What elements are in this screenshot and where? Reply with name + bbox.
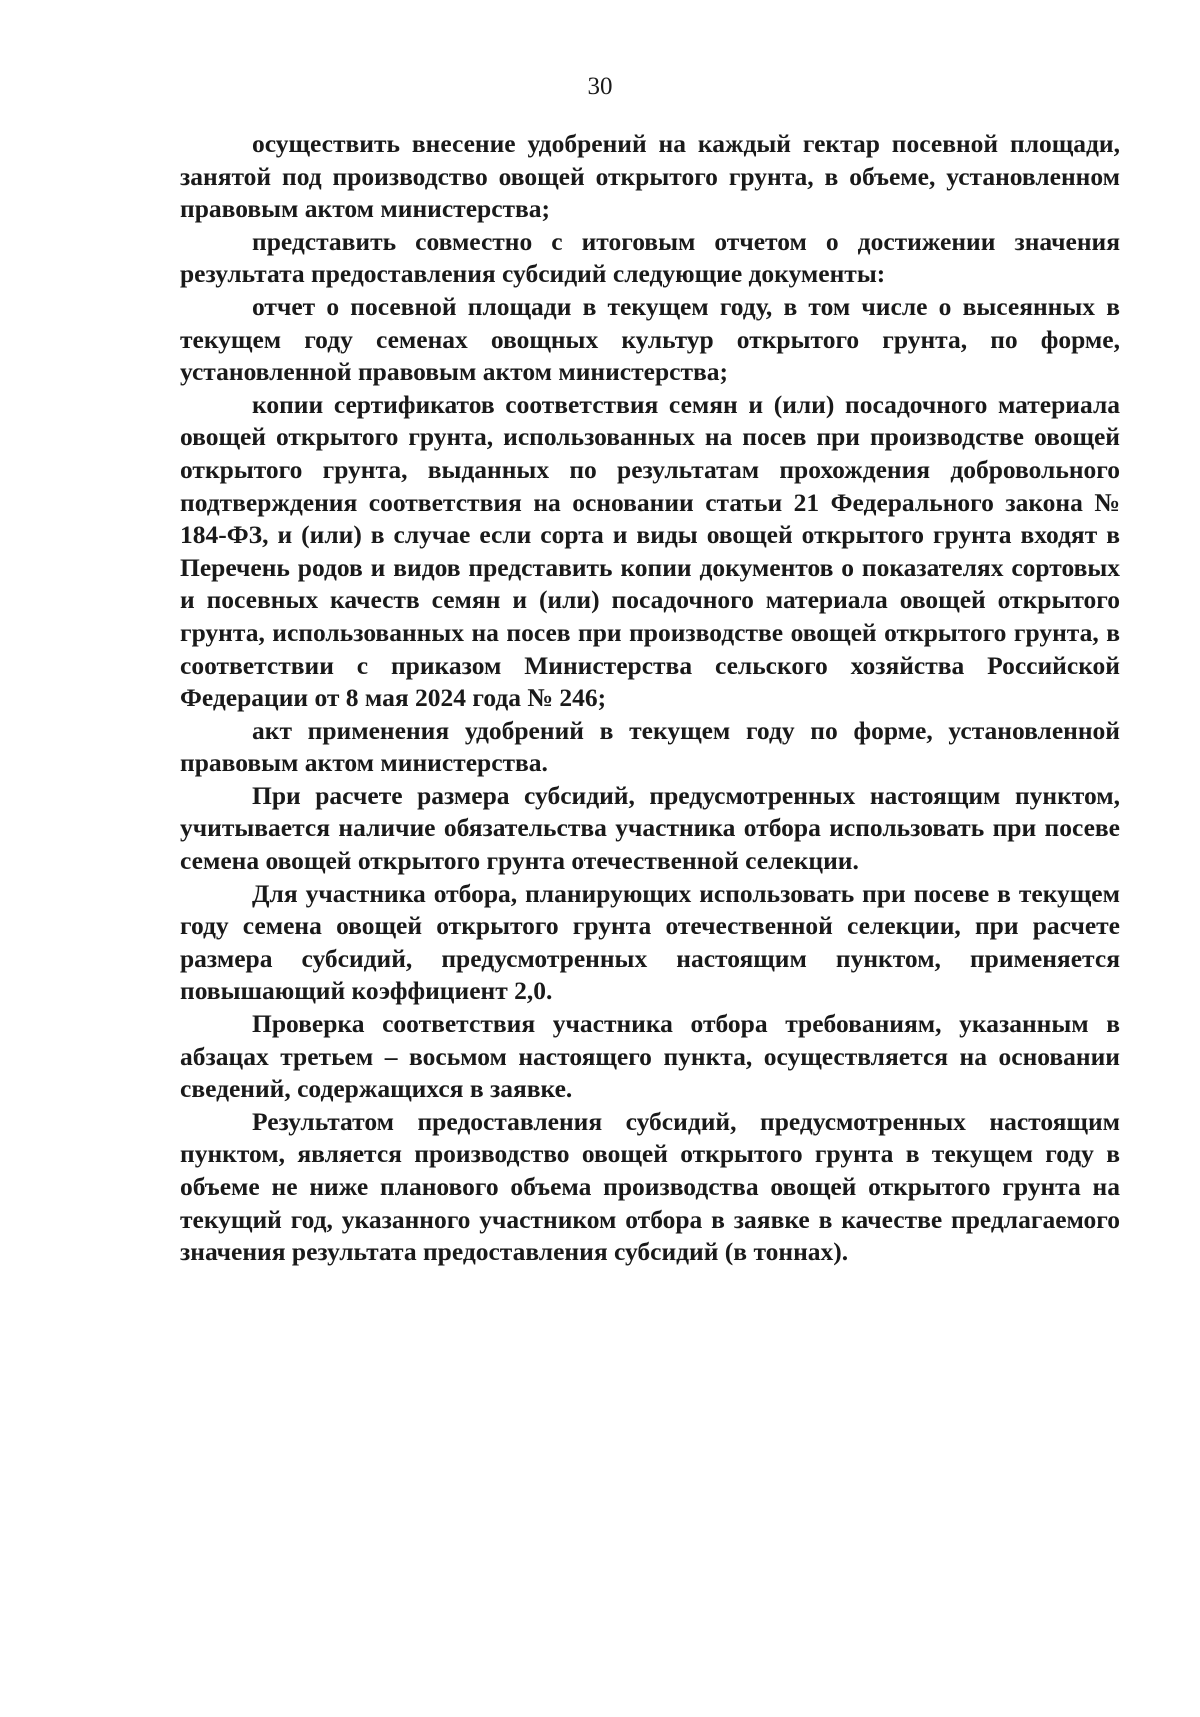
paragraph: При расчете размера субсидий, предусмотренных настоящим пунктом, учитывается наличие обязательства участника отбора использовать при посеве семена овощей открытого грунта отечественной селекции. — [180, 780, 1120, 876]
paragraph: Проверка соответствия участника отбора требованиям, указанным в абзацах третьем – восьмом настоящего пункта, осуществляется на основании сведений, содержащихся в заявке. — [180, 1009, 1120, 1104]
document-body — [180, 128, 1120, 1269]
paragraph: отчет о посевной площади в текущем году, в том числе о высеянных в текущем году семенах овощных культур открытого грунта, по форме, установленной правовым актом министерства; — [180, 291, 1120, 387]
paragraph: представить совместно с итоговым отчетом о достижении значения результата предоставления субсидий следующие документы: — [180, 226, 1120, 289]
paragraph: копии сертификатов соответствия семян и (или) посадочного материала овощей открытого грунта, использованных на посев при производстве овощей открытого грунта, выданных по результатам прохождения добровольного подтверждения соответствия на основании статьи 21 Федерального закона № 184-ФЗ, и (или) в случае если сорта и виды овощей открытого грунта входят в Перечень родов и видов представить копии документов о показателях сортовых и посевных качеств семян и (или) посадочного материала овощей открытого грунта, использованных на посев при производстве овощей открытого грунта, в соответствии с приказом Министерства сельского хозяйства Российской Федерации от 8 мая 2024 года № 246; — [180, 389, 1120, 713]
page-number: 30 — [587, 73, 613, 100]
paragraph: Результатом предоставления субсидий, предусмотренных настоящим пунктом, является производство овощей открытого грунта в текущем году в объеме не ниже планового объема производства овощей открытого грунта на текущий год, указанного участником отбора в заявке в качестве предлагаемого значения результата предоставления субсидий (в тоннах). — [180, 1106, 1120, 1267]
paragraph: акт применения удобрений в текущем году по форме, установленной правовым актом министерства. — [180, 715, 1120, 778]
paragraph: осуществить внесение удобрений на каждый гектар посевной площади, занятой под производство овощей открытого грунта, в объеме, установленном правовым актом министерства; — [180, 129, 1120, 224]
paragraph: Для участника отбора, планирующих использовать при посеве в текущем году семена овощей открытого грунта отечественной селекции, при расчете размера субсидий, предусмотренных настоящим пунктом, применяется повышающий коэффициент 2,0. — [180, 878, 1120, 1006]
